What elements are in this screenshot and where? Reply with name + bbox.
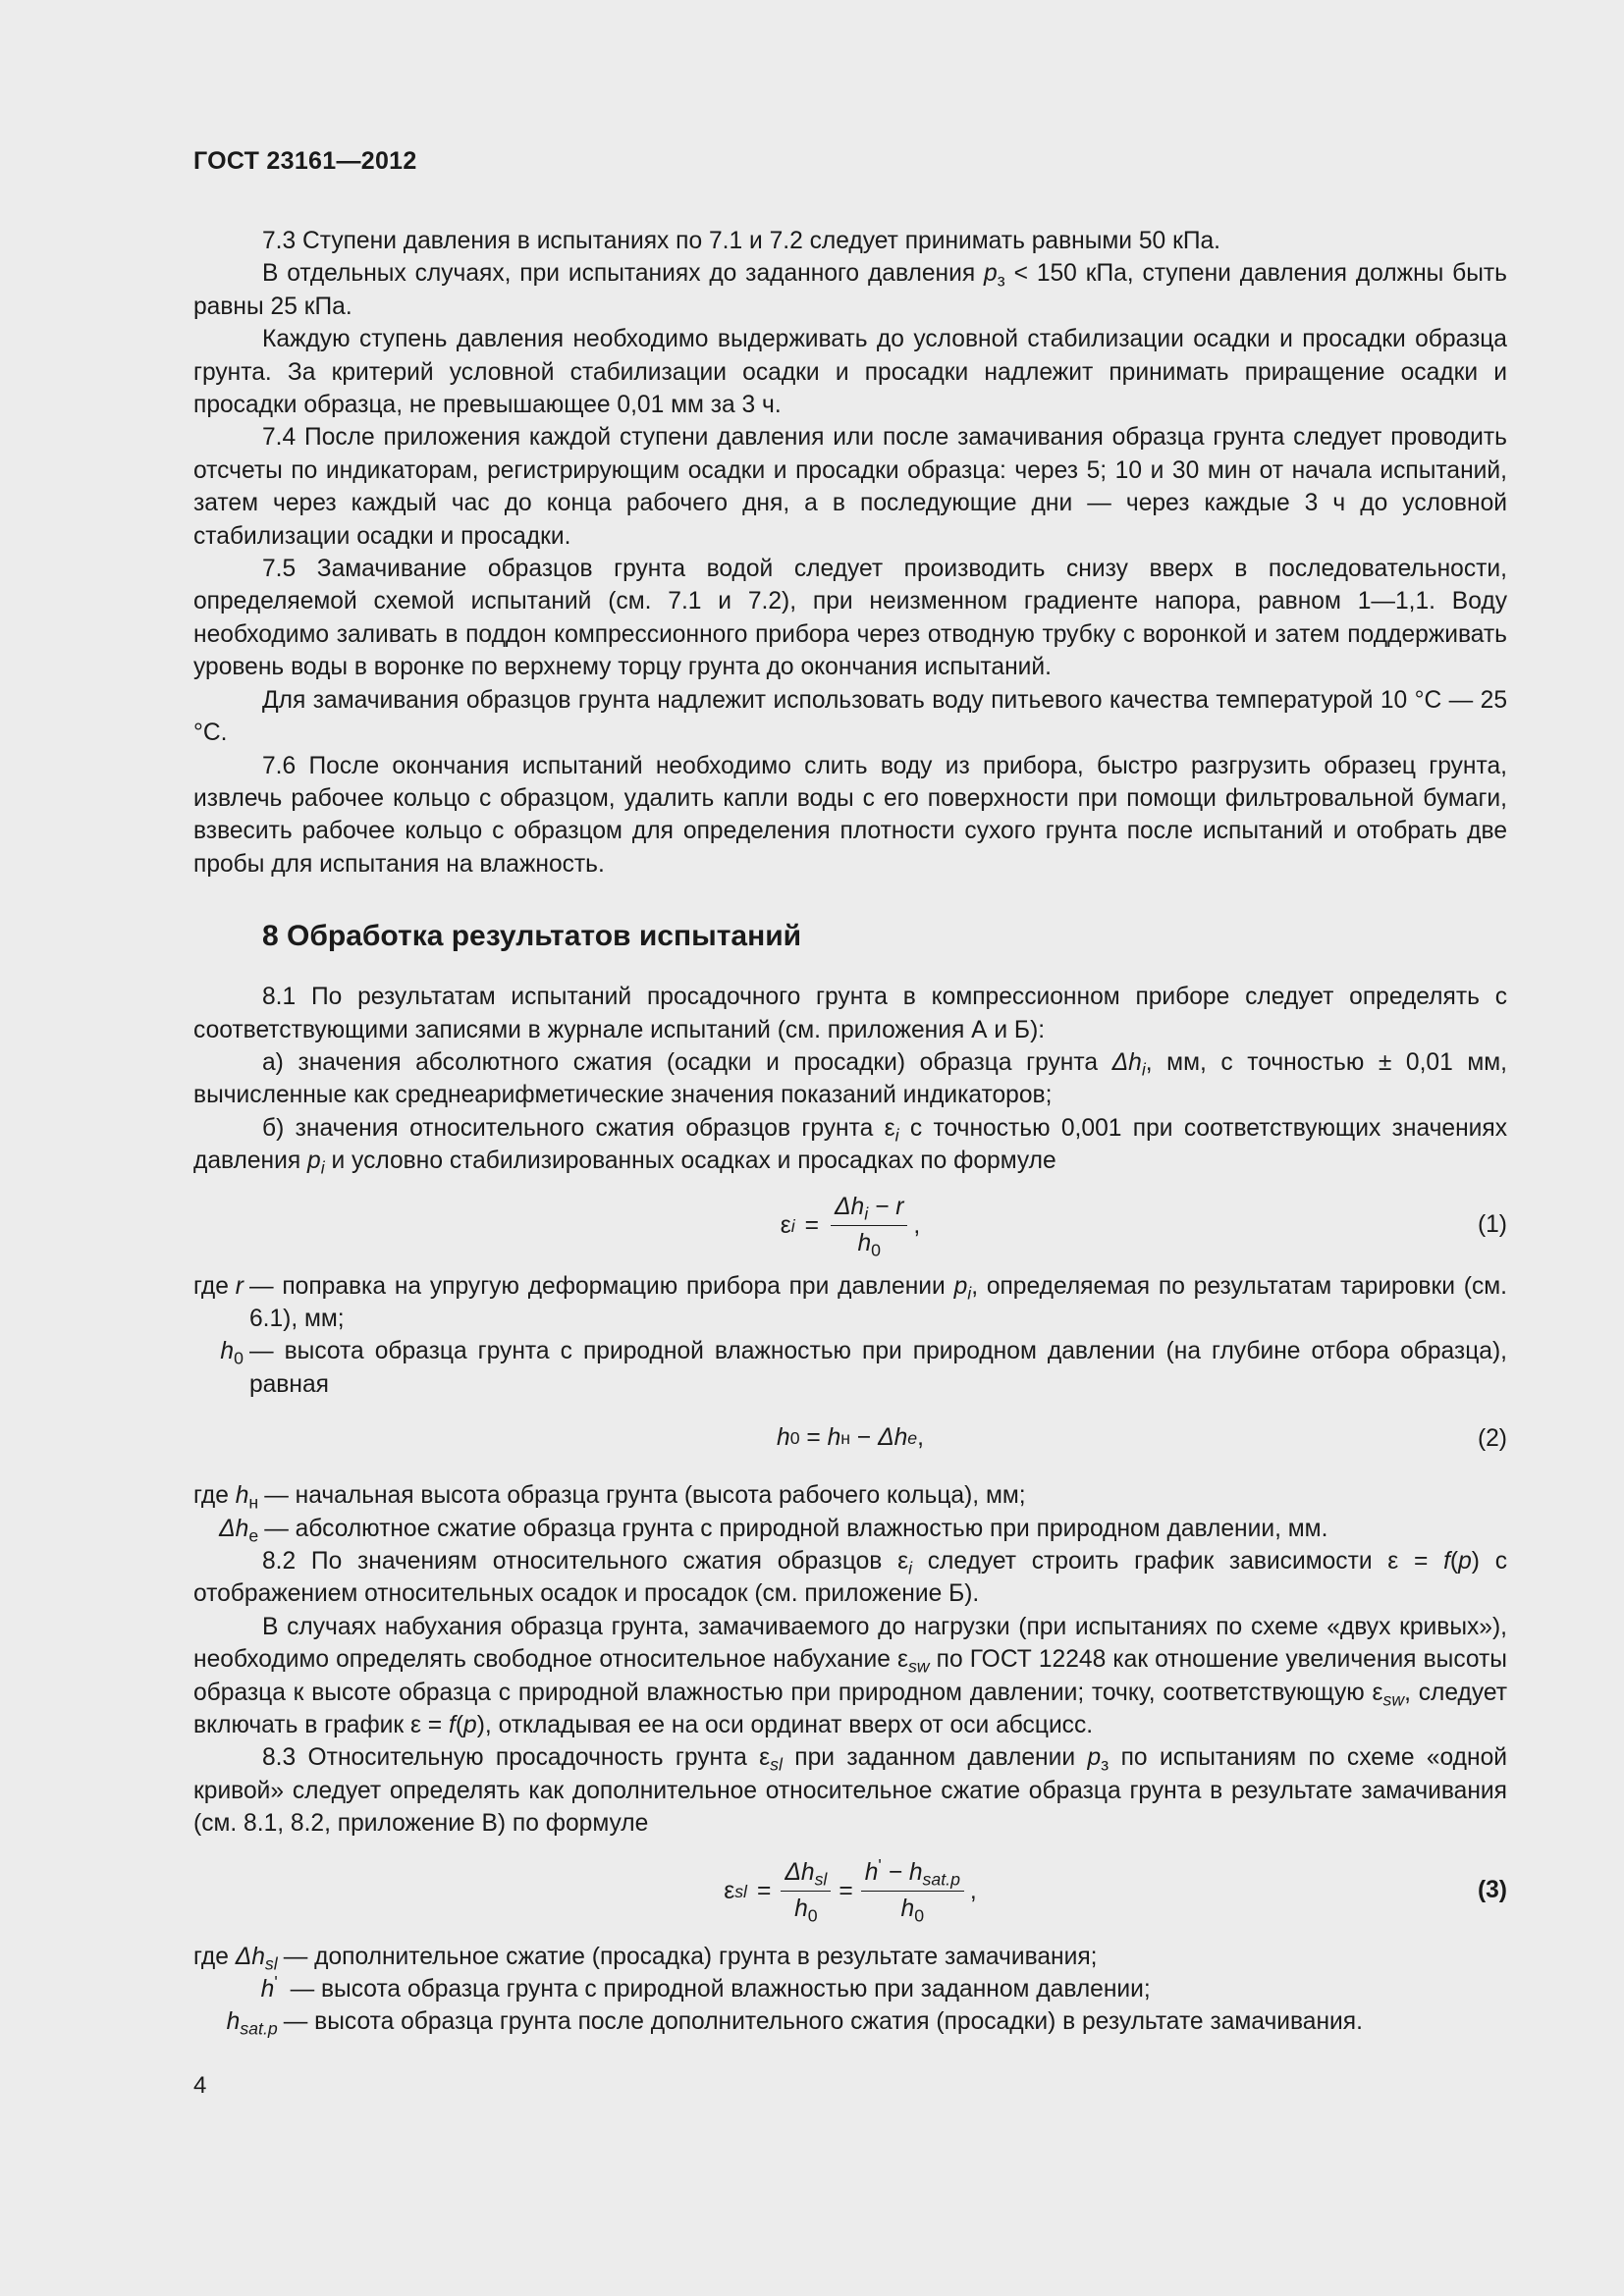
formula-3-number: (3) xyxy=(1477,1876,1507,1903)
where-list-3 xyxy=(193,1941,1507,2039)
paragraph-8-3: 8.3 Относительную просадочность грунта $\varepsilon_{sl}$ при заданном давлении $p_з$ по испытаниям по схеме «одной кривой» следует определять как дополнительное относительное сжатие образца грунта в результате замачивания (см. 8.1, 8.2, приложение В) по формуле xyxy=(193,1744,1508,1838)
where-term-hprime: h' xyxy=(260,1972,278,2003)
page-number: 4 xyxy=(193,2072,207,2099)
where-desc-dhe: — абсолютное сжатие образца грунта с природной влажностью при природном давлении, мм. xyxy=(264,1515,1328,1542)
formula-1 xyxy=(193,1186,1507,1266)
document-body xyxy=(193,225,1507,2039)
where-term-hn: где $h_н$ xyxy=(193,1482,259,1513)
formula-3-expression: ε sl = $\frac{\Delta h_{sl}}{h_0}$ = $\frac{h' - h_{sat.p}}{h_0}$ , xyxy=(724,1855,977,1926)
document-header: ГОСТ 23161—2012 xyxy=(193,147,417,175)
formula-1-number: (1) xyxy=(1477,1210,1507,1238)
where-desc-r: — поправка на упругую деформацию прибора при давлении $p_i$, определяемая по результатам тарировки (см. 6.1), мм; xyxy=(248,1272,1507,1332)
paragraph-7-3: 7.3 Ступени давления в испытаниях по 7.1 и 7.2 следует принимать равными 50 кПа. xyxy=(262,228,1221,254)
section-8-heading: 8 Обработка результатов испытаний xyxy=(262,920,802,953)
where-desc-dhsl: — дополнительное сжатие (просадка) грунта в результате замачивания; xyxy=(283,1943,1098,1970)
formula-3-fraction-2: $\frac{h' - h_{sat.p}}{h_0}$ xyxy=(861,1858,964,1924)
where-term-dhe: $\Delta h_e$ xyxy=(219,1515,259,1546)
formula-2-number: (2) xyxy=(1477,1425,1507,1453)
paragraph-7-6: 7.6 После окончания испытаний необходимо слить воду из прибора, быстро разгрузить образец грунта, извлечь рабочее кольцо с образцом, удалить капли воды с его поверхности при помощи фильтровальной бумаги, взвесить рабочее кольцо с образцом для определения плотности сухого грунта после испытаний и отобрать две пробы для испытания на влажность. xyxy=(193,752,1507,878)
where-term-r: где r xyxy=(193,1272,244,1300)
where-desc-h0: — высота образца грунта с природной влажностью при природном давлении (на глубине отбора образца), равная xyxy=(248,1338,1507,1398)
paragraph-8-2-swelling: В случаях набухания образца грунта, замачиваемого до нагрузки (при испытаниях по схеме «двух кривых»), необходимо определять свободное относительное набухание $\varepsilon_{sw}$ по ГОСТ 12248 как отношение увеличения высоты образца к высоте образца с природной влажностью при природном давлении; точку, соответствующую $\varepsilon_{sw}$, следует включать в график ε = f(p), откладывая ее на оси ординат вверх от оси абсцисс. xyxy=(193,1613,1508,1739)
paragraph-7-3-pressure: В отдельных случаях, при испытаниях до заданного давления $p_з < 150$ кПа, ступени давления должны быть равны 25 кПа. xyxy=(193,260,1507,320)
formula-1-expression: ε i = $\frac{\Delta h_i - r}{h_0}$ , xyxy=(780,1194,921,1260)
where-list-1 xyxy=(193,1270,1507,1402)
where-desc-hprime: — высота образца грунта с природной влажностью при заданном давлении; xyxy=(283,1976,1151,2003)
paragraph-7-4: 7.4 После приложения каждой ступени давления или после замачивания образца грунта следует проводить отсчеты по индикаторам, регистрирующим осадки и просадки образца: через 5; 10 и 30 мин от начала испытаний, затем через каждый час до конца рабочего дня, а в последующие дни — через каждые 3 ч до условной стабилизации осадки и просадки. xyxy=(193,424,1507,550)
paragraph-7-5-water: Для замачивания образцов грунта надлежит использовать воду питьевого качества температурой 10 °С — 25 °С. xyxy=(193,686,1507,747)
paragraph-8-1-b: б) значения относительного сжатия образцов грунта $\varepsilon_i$ с точностью 0,001 при соответствующих значениях давления $p_i$ и условно стабилизированных осадках и просадках по формуле xyxy=(193,1114,1508,1178)
where-list-2 xyxy=(193,1479,1507,1545)
paragraph-7-3-stabilization: Каждую ступень давления необходимо выдерживать до условной стабилизации осадки и просадки образца грунта. За критерий условной стабилизации осадки и просадки надлежит принимать приращение осадки и просадки образца, не превышающее 0,01 мм за 3 ч. xyxy=(193,326,1507,419)
where-term-hsatp: $h_{sat.p}$ xyxy=(226,2008,278,2040)
formula-1-fraction: $\frac{\Delta h_i - r}{h_0}$ xyxy=(831,1193,907,1258)
formula-2 xyxy=(193,1413,1507,1464)
formula-3 xyxy=(193,1848,1507,1935)
paragraph-8-1-a: а) значения абсолютного сжатия (осадки и просадки) образца грунта $\Delta h_i$, мм, с точностью ± 0,01 мм, вычисленные как среднеарифметические значения показаний индикаторов; xyxy=(193,1048,1507,1109)
where-term-dhsl: где $\Delta h_{sl}$ xyxy=(193,1943,278,1974)
paragraph-8-2: 8.2 По значениям относительного сжатия образцов $\varepsilon_i$ следует строить график зависимости ε = f(p) с отображением относительных осадок и просадок (см. приложение Б). xyxy=(193,1548,1507,1608)
where-term-h0: $h_0$ xyxy=(220,1338,244,1369)
where-desc-hsatp: — высота образца грунта после дополнительного сжатия (просадки) в результате замачивания. xyxy=(283,2008,1363,2036)
formula-2-expression: h 0 = h н − Δh e , xyxy=(777,1424,924,1452)
paragraph-7-5: 7.5 Замачивание образцов грунта водой следует производить снизу вверх в последовательности, определяемой схемой испытаний (см. 7.1 и 7.2), при неизменном градиенте напора, равном 1—1,1. Воду необходимо заливать в поддон компрессионного прибора через отводную трубку с воронкой и затем поддерживать уровень воды в воронке по верхнему торцу грунта до окончания испытаний. xyxy=(193,556,1507,681)
where-desc-hn: — начальная высота образца грунта (высота рабочего кольца), мм; xyxy=(264,1482,1026,1510)
paragraph-8-1: 8.1 По результатам испытаний просадочного грунта в компрессионном приборе следует определять с соответствующими записями в журнале испытаний (см. приложения А и Б): xyxy=(193,984,1507,1043)
formula-3-fraction-1: $\frac{\Delta h_{sl}}{h_0}$ xyxy=(781,1858,831,1924)
